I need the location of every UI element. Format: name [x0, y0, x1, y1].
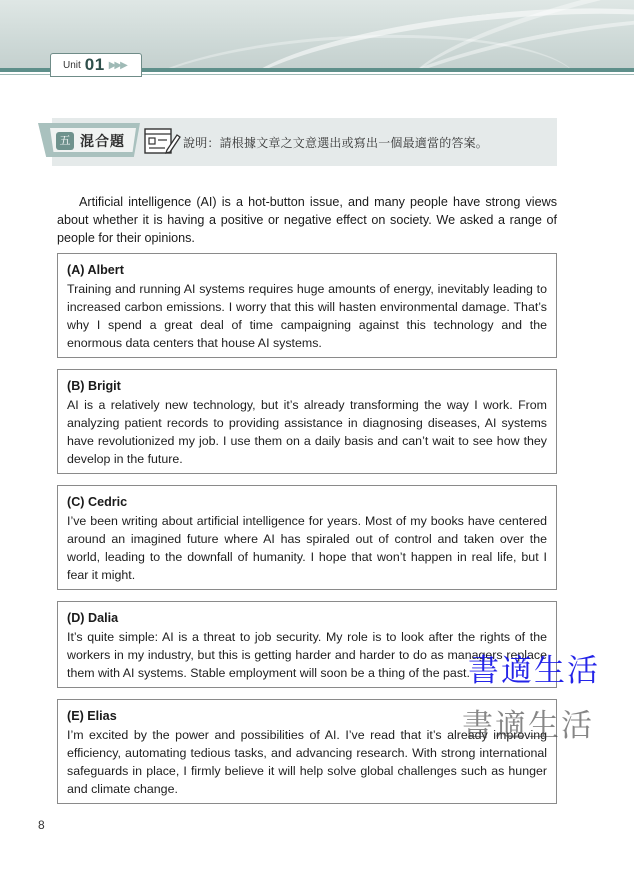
opinion-text: AI is a relatively new technology, but it’s already transforming the way I work. From analyzing patient records to providing assistance in diagnosing diseases, AI systems have revolutionized my job. I use them on a daily basis and can’t wait to see how they develop in the future. [67, 398, 547, 466]
opinion-text: It’s quite simple: AI is a threat to job security. My role is to look after the rights of the workers in my industry, but this is getting harder and harder to do as managers replace them with AI systems. Stable employment will soon be a thing of the past. [67, 630, 547, 680]
page-number: 8 [38, 818, 45, 832]
triple-arrow-icon: ▶▶▶ [108, 59, 126, 71]
opinion-name: (A) Albert [67, 263, 124, 277]
section-title: 混合題 [80, 134, 125, 150]
unit-number: 01 [84, 55, 105, 74]
intro-paragraph: Artificial intelligence (AI) is a hot-button issue, and many people have strong views about whether it is having a positive or negative effect on society. We asked a range of people for their opinions. [57, 195, 557, 245]
section-instruction: 說明：請根據文章之文意選出或寫出一個最適當的答案。 [183, 136, 489, 150]
worksheet-pencil-icon [143, 126, 181, 158]
unit-tab [50, 53, 142, 77]
opinion-name: (C) Cedric [67, 495, 128, 509]
opinion-text: I’m excited by the power and possibilities of AI. I’ve read that it’s already improving efficiency, automating tedious tasks, and advancing research. With strong international safeguards in place, I firmly believe it will help solve global challenges such as hunger and climate change. [67, 728, 547, 796]
watermark-stamp-blue: 書適生活 [468, 653, 600, 689]
section-number-badge: 五 [56, 132, 74, 150]
opinion-name: (B) Brigit [67, 379, 121, 393]
opinion-name: (D) Dalia [67, 611, 119, 625]
opinion-name: (E) Elias [67, 709, 117, 723]
opinion-text: I’ve been writing about artificial intelligence for years. Most of my books have centered around an imagined future where AI has spiraled out of control and taken over the world, leading to the downfall of humanity. I hope that won’t happen in real life, but I fear it might. [67, 514, 547, 582]
opinion-text: Training and running AI systems requires huge amounts of energy, inevitably leading to increased carbon emissions. I worry that this will hasten environmental damage. That’s why I spend a great deal of time campaigning against this technology and the enormous data centers that house AI systems. [67, 282, 547, 350]
unit-label: Unit [63, 59, 81, 71]
watermark-stamp-gray: 書適生活 [462, 708, 594, 744]
opinion-box-cedric [57, 485, 557, 590]
opinion-box-albert [57, 253, 557, 358]
opinion-box-brigit [57, 369, 557, 474]
